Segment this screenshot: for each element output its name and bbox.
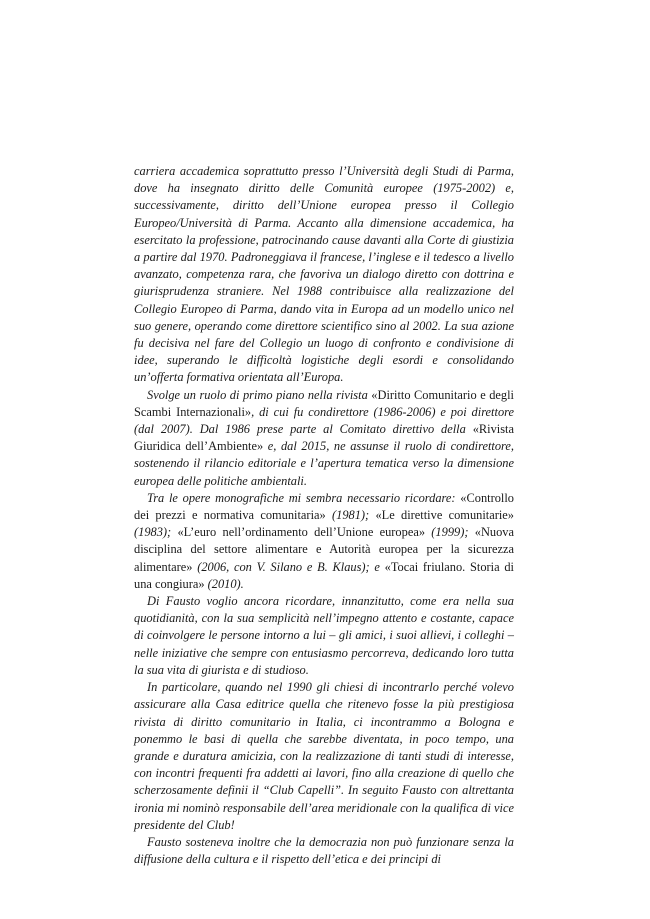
text-segment: (2006, con V. Silano e B. Klaus); e: [192, 559, 385, 574]
book-title: «Le direttive comunitarie»: [375, 508, 514, 523]
text-segment: carriera accademica soprattutto presso l’Università degli Studi di Parma, dove ha insegnato diritto delle Comunità europee (1975-2002) e, successivamente, diritto dell’Unione europea presso il Collegio Europeo/Università di Parma. Accanto alla dimensione accademica, ha esercitato la professione, patrocinando cause davanti alla Corte di giustizia a partire dal 1970. Padroneggiava il francese, l’inglese e il tedesco a livello avanzato, competenza rara, che favoriva un dialogo diretto con dottrina e giurisprudenza straniere. Nel 1988 contribuisce alla realizzazione del Collegio Europeo di Parma, dando vita in Europa ad un modello unico nel suo genere, operando come direttore scientifico sino al 2002. La sua azione fu decisiva nel fare del Collegio un luogo di confronto e condivisione di idee, superando le difficoltà logistiche degli esordi e consolidando un’offerta formativa orientata all’Europa.: [134, 164, 514, 385]
text-segment: In particolare, quando nel 1990 gli chiesi di incontrarlo perché volevo assicurare alla Casa editrice quella che ritenevo fosse la più prestigiosa rivista di diritto comunitario in Italia, ci incontrammo a Bologna e ponemmo le basi di quella che sarebbe diventata, in poco tempo, una grande e duratura amicizia, con la realizzazione di tanti studi di interesse, con incontri frequenti fra addetti ai lavori, fino alla creazione di quello che scherzosamente definii il “Club Capelli”. In seguito Fausto con altrettanta ironia mi nominò responsabile dell’area meridionale con la qualifica di vice presidente del Club!: [134, 680, 514, 832]
text-segment: (1983);: [134, 525, 178, 540]
text-segment: (1981);: [325, 508, 376, 523]
text-segment: (2010).: [204, 576, 244, 591]
book-title: «Nuova disciplina del settore alimentare e Autorità europea per la sicurezza alimentare»: [134, 525, 514, 574]
paragraph-journals: [134, 387, 514, 490]
book-title: «Controllo dei prezzi e normativa comunitaria»: [134, 490, 514, 523]
paragraph-monographs: [134, 490, 514, 593]
body-text: [134, 163, 514, 868]
paragraph-friendship: [134, 679, 514, 834]
book-title: «Tocai friulano. Storia di una congiura»: [134, 559, 514, 591]
book-title: «L’euro nell’ordinamento dell’Unione europea»: [177, 525, 426, 540]
text-segment: Tra le opere monografiche mi sembra necessario ricordare:: [147, 490, 461, 505]
paragraph-career: [134, 163, 514, 387]
text-segment: Svolge un ruolo di primo piano nella rivista: [147, 387, 372, 402]
text-segment: Fausto sosteneva inoltre che la democrazia non può funzionare senza la diffusione della cultura e il rispetto dell’etica e dei principi di: [134, 834, 514, 867]
paragraph-personal: [134, 593, 514, 679]
text-segment: , di cui fu condirettore (1986-2006) e poi direttore (dal 2007). Dal 1986 prese parte al Comitato direttivo della: [134, 404, 515, 437]
text-segment: (1999);: [425, 525, 475, 540]
paragraph-democracy: [134, 834, 514, 868]
text-segment: Di Fausto voglio ancora ricordare, innanzitutto, come era nella sua quotidianità, con la sua semplicità nell’impegno attento e costante, capace di coinvolgere le persone intorno a lui – gli amici, i suoi allievi, i colleghi – nelle iniziative che sempre con entusiasmo percorreva, dedicando loro tutta la sua vita di giurista e di studioso.: [134, 594, 514, 677]
journal-title: «Diritto Comunitario e degli Scambi Internazionali»: [134, 387, 514, 419]
journal-title: «Rivista Giuridica dell’Ambiente»: [134, 422, 514, 454]
text-segment: e, dal 2015, ne assunse il ruolo di condirettore, sostenendo il rilancio editoriale e l’apertura tematica verso la dimensione europea delle politiche ambientali.: [134, 439, 514, 488]
